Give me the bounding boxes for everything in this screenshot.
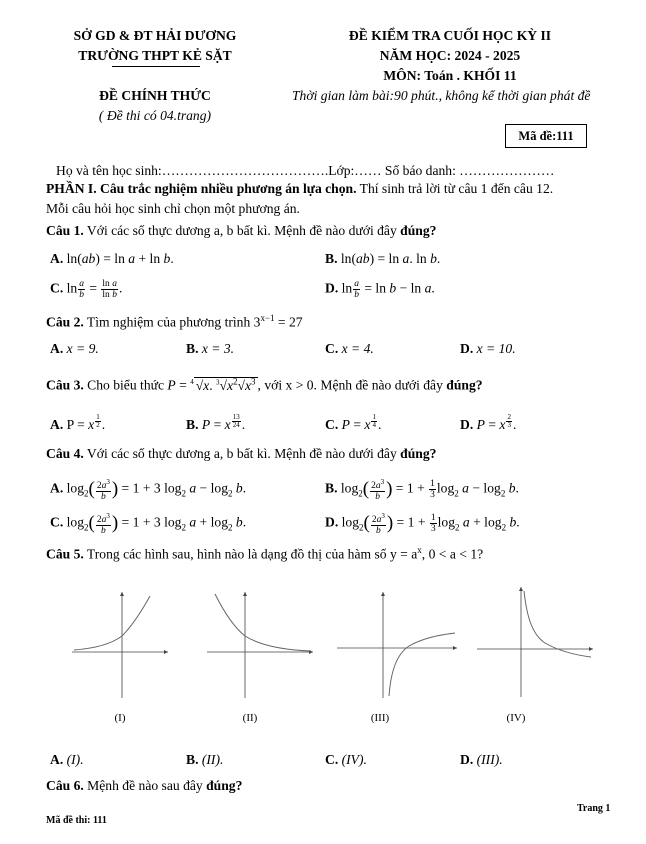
opt-letter: B. — [186, 417, 199, 433]
q2-option-d[interactable] — [460, 341, 516, 357]
q3-label: Câu 3. — [46, 377, 84, 393]
q5-c-text: (IV). — [341, 752, 367, 767]
q5-option-a[interactable] — [50, 752, 84, 768]
opt-letter: C. — [50, 280, 64, 296]
q4-emphasis: đúng? — [400, 446, 437, 461]
q1-option-a[interactable]: A. ln(ab) = ln a + ln b. — [50, 251, 174, 266]
q6-text: Mệnh đề nào sau đây — [83, 778, 207, 793]
q6-emphasis: đúng? — [206, 778, 243, 793]
q4-option-c[interactable]: C. $\log_2$( $\frac{2a^3}{b}$ ) = 1 + 3 $\log_2 a + \log_2 b$. — [50, 512, 247, 537]
opt-letter: C. — [325, 752, 339, 767]
opt-letter: D. — [325, 280, 339, 296]
opt-letter: D. — [460, 417, 474, 433]
graph-4-label: (IV) — [506, 712, 526, 724]
part1-desc: Thí sinh trả lời từ câu 1 đến câu 12. — [356, 181, 554, 196]
graph-4 — [475, 585, 595, 704]
school-underline — [112, 66, 200, 67]
q2-option-a[interactable] — [50, 341, 99, 357]
part1-desc2: Mỗi câu hỏi học sinh chỉ chọn một phương án. — [46, 201, 300, 216]
q4-option-a[interactable]: A. $\log_2$( $\frac{2a^3}{b}$ ) = 1 + 3 $\log_2 a - \log_2 b$. — [50, 478, 247, 503]
opt-letter: D. — [325, 514, 339, 530]
opt-letter: B. — [186, 341, 199, 356]
opt-letter: C. — [325, 417, 339, 433]
q5-exponent: x — [417, 545, 422, 555]
opt-letter: C. — [325, 341, 339, 356]
q1-text: Với các số thực dương a, b bất kì. Mệnh đề nào dưới đây — [83, 223, 401, 238]
q1-label: Câu 1. — [46, 223, 84, 238]
part1-title: PHẦN I. Câu trắc nghiệm nhiều phương án lựa chọn. — [46, 181, 357, 196]
q3-text: Cho biểu thức — [83, 377, 168, 393]
q5-option-d[interactable] — [460, 752, 503, 768]
graph-2-label: (II) — [242, 712, 258, 724]
q5-option-b[interactable] — [186, 752, 223, 768]
question-2 — [46, 313, 303, 331]
q2-option-b[interactable] — [186, 341, 234, 357]
question-5 — [46, 545, 483, 563]
q1-option-d[interactable]: D. ln $\frac{a}{b}$ = ln b − ln a. — [325, 279, 435, 300]
q5-text: Trong các hình sau, hình nào là dạng đồ thị của hàm số y = a — [83, 546, 418, 562]
question-4 — [46, 446, 436, 462]
q3-option-c[interactable]: C. P = x $^{\frac{1}{4}}$ . — [325, 413, 382, 433]
opt-letter: A. — [50, 480, 64, 496]
q3-tail: , với x > 0. Mệnh đề nào dưới đây — [257, 377, 447, 393]
q6-label: Câu 6. — [46, 778, 84, 793]
q5-a-text: (I). — [66, 752, 84, 767]
q3-option-b[interactable]: B. P = x $^{\frac{13}{24}}$ . — [186, 413, 246, 433]
q4-label: Câu 4. — [46, 446, 84, 461]
q2-tail: = 27 — [274, 314, 303, 330]
q1-emphasis: đúng? — [400, 223, 437, 238]
q2-a-text: x = 9. — [66, 341, 99, 356]
question-6 — [46, 778, 242, 794]
official-label: ĐỀ CHÍNH THỨC — [99, 88, 211, 103]
opt-letter: A. — [50, 752, 64, 767]
q3-emphasis: đúng? — [446, 377, 483, 393]
q4-option-d[interactable]: D. $\log_2$( $\frac{2a^3}{b}$ ) = 1 + $\frac{1}{3}$ $\log_2 a + \log_2 b$. — [325, 512, 520, 537]
graph-1-label: (I) — [114, 712, 126, 724]
part1-heading — [46, 181, 553, 197]
q2-exponent: x−1 — [260, 313, 275, 323]
graph-3 — [335, 590, 460, 704]
q4-text: Với các số thực dương a, b bất kì. Mệnh đề nào dưới đây — [83, 446, 401, 461]
subject-line: MÔN: Toán . KHỐI 11 — [383, 68, 517, 83]
q2-text: Tìm nghiệm của phương trình 3 — [83, 314, 261, 330]
opt-letter: B. — [186, 752, 199, 767]
exam-title: ĐỀ KIỂM TRA CUỐI HỌC KỲ II — [348, 28, 552, 43]
school-year: NĂM HỌC: 2024 - 2025 — [379, 48, 521, 63]
school-name: TRƯỜNG THPT KẺ SẶT — [78, 48, 232, 63]
q2-option-c[interactable] — [325, 341, 374, 357]
q5-label: Câu 5. — [46, 546, 84, 562]
question-1 — [46, 223, 436, 239]
q5-option-c[interactable] — [325, 752, 367, 768]
student-info-line: Họ và tên học sinh:……………………………….Lớp:…… Số báo danh: ………………… — [56, 163, 555, 178]
q1-option-b[interactable]: B. ln(ab) = ln a. ln b. — [325, 251, 441, 266]
page-number: Trang 1 — [577, 803, 611, 814]
opt-letter: B. — [325, 480, 338, 496]
opt-letter: C. — [50, 514, 64, 530]
opt-letter: D. — [460, 341, 474, 356]
q2-label: Câu 2. — [46, 314, 84, 330]
q4-option-b[interactable]: B. $\log_2$( $\frac{2a^3}{b}$ ) = 1 + $\frac{1}{3}$ $\log_2 a - \log_2 b$. — [325, 478, 519, 503]
opt-letter: A. — [50, 417, 64, 433]
exam-code-box: Mã đề:111 — [505, 124, 587, 148]
opt-letter: D. — [460, 752, 474, 767]
q5-d-text: (III). — [476, 752, 503, 767]
opt-letter: A. — [50, 341, 64, 356]
pages-note: ( Đề thi có 04.trang) — [98, 108, 212, 123]
q5-b-text: (II). — [201, 752, 224, 767]
q1-option-c[interactable]: C. ln $\frac{a}{b}$ = $\frac{\text{ln a}}{\text{ln b}}$ . — [50, 279, 123, 300]
q3-option-d[interactable]: D. P = x $^{\frac{2}{3}}$ . — [460, 413, 517, 433]
q3-option-a[interactable]: A. P = x $^{\frac{1}{2}}$ . — [50, 413, 106, 433]
opt-letter: A. — [50, 251, 64, 266]
footer-exam-code: Mã đề thi: 111 — [46, 815, 107, 826]
graph-3-label: (III) — [370, 712, 390, 724]
graph-2 — [205, 590, 315, 704]
question-3: Câu 3. Cho biểu thức P = $^4$ √x. $^3√x^2√x^3$ , với x > 0. Mệnh đề nào dưới đây đúng? — [46, 376, 483, 393]
department-name: SỞ GD & ĐT HẢI DƯƠNG — [73, 28, 237, 43]
opt-letter: B. — [325, 251, 338, 266]
graph-1 — [70, 590, 170, 704]
q2-d-text: x = 10. — [476, 341, 516, 356]
q5-tail: , 0 < a < 1? — [421, 546, 484, 562]
q2-b-text: x = 3. — [201, 341, 235, 356]
q2-c-text: x = 4. — [341, 341, 374, 356]
time-note: Thời gian làm bài:90 phút., không kể thời gian phát đề — [292, 88, 591, 103]
